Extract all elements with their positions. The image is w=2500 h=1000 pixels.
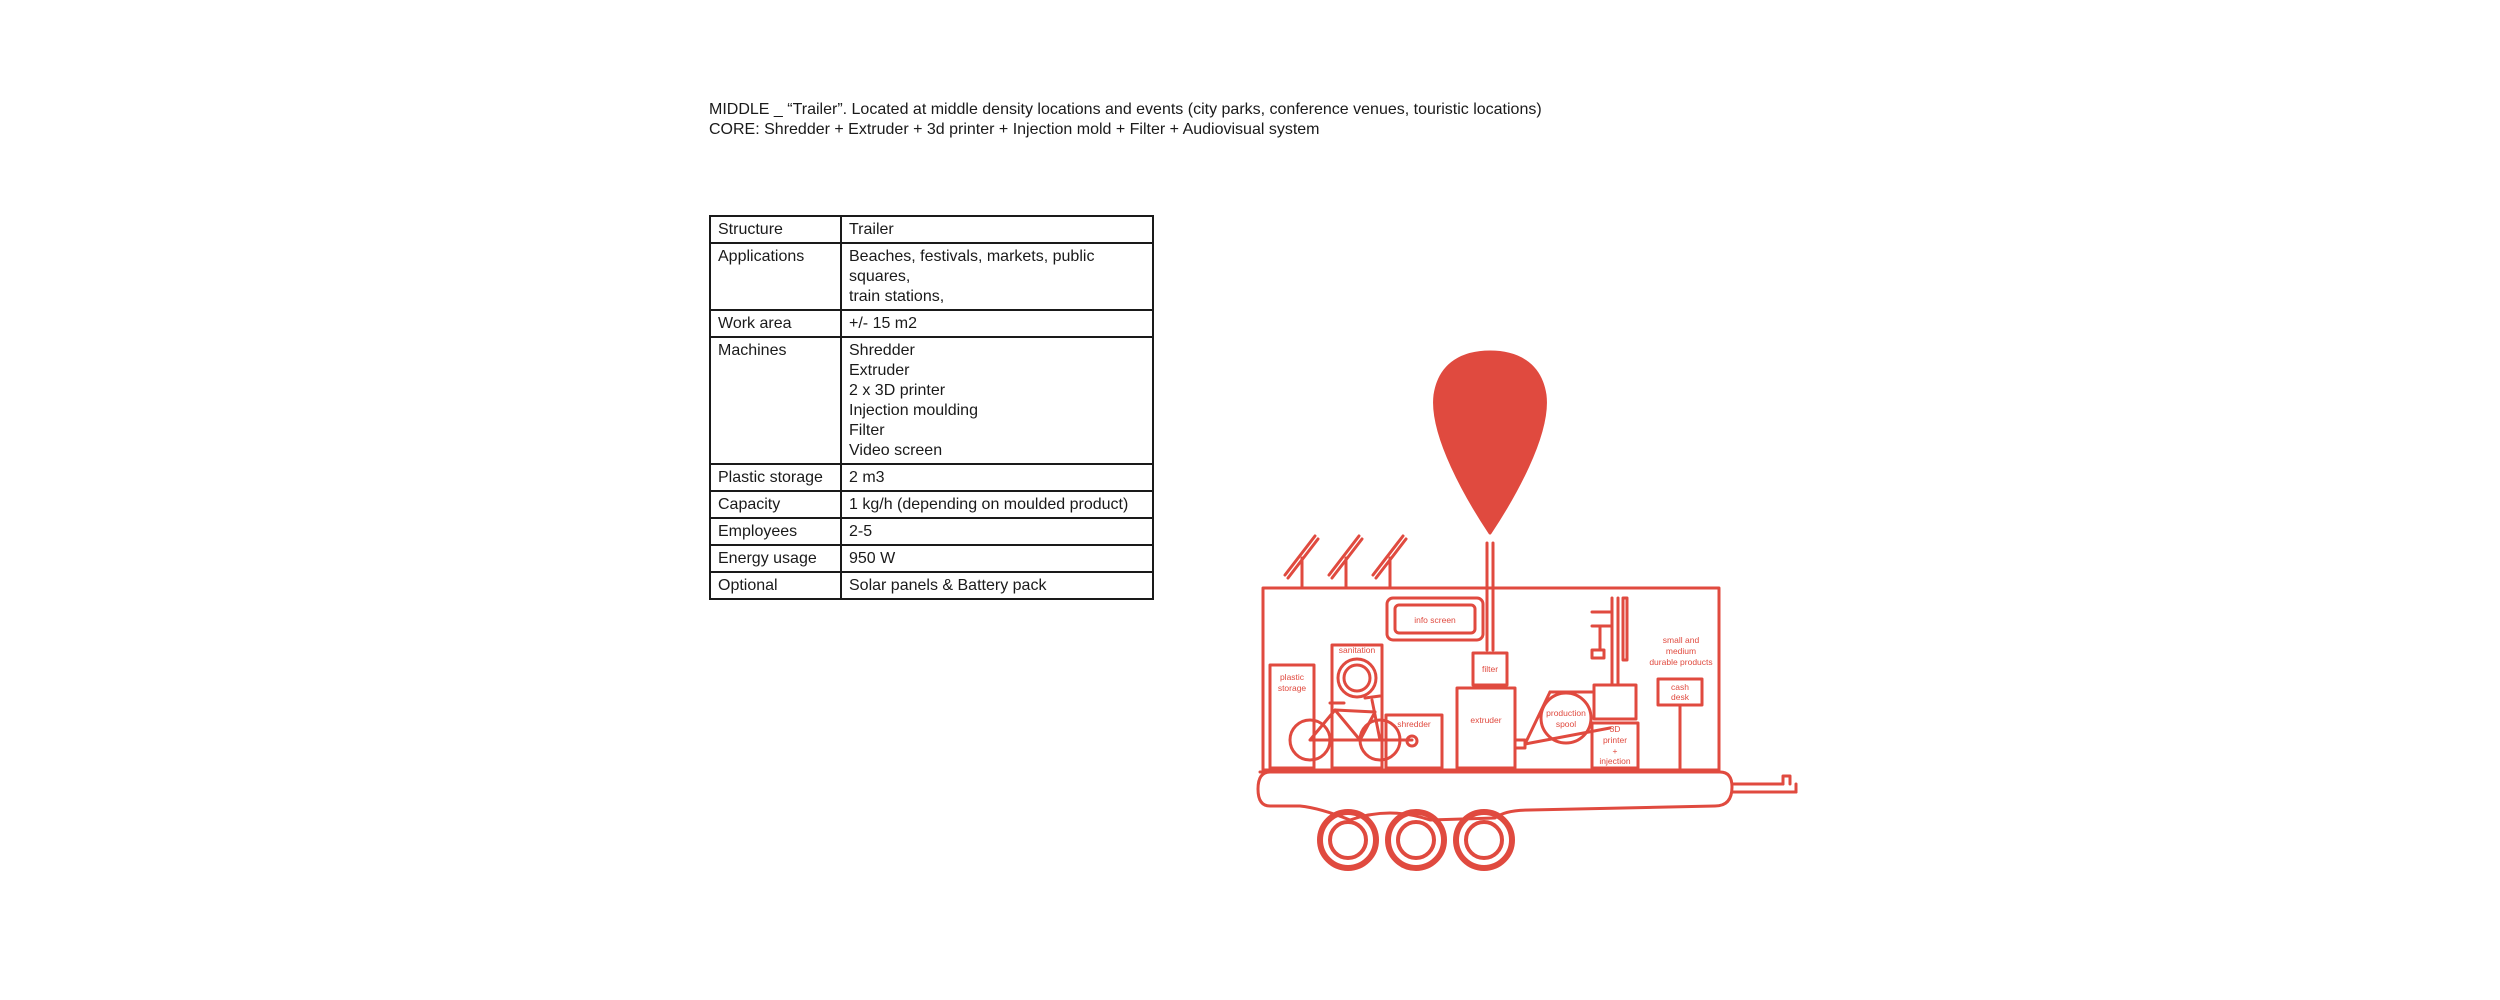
- extruder-icon: [1457, 688, 1525, 768]
- header-line-2: CORE: Shredder + Extruder + 3d printer + Injection mold + Filter + Audiovisual system: [709, 121, 1320, 138]
- table-row: [710, 491, 1153, 518]
- row-value-plastic-storage: 2 m3: [841, 464, 1153, 491]
- balloon-icon: [1435, 352, 1546, 533]
- chimney-icon: [1487, 543, 1493, 650]
- row-key-capacity: Capacity: [710, 491, 841, 518]
- table-row: [710, 464, 1153, 491]
- label-printer-3: +: [1612, 746, 1618, 756]
- label-plastic-2: storage: [1277, 683, 1307, 693]
- row-value-structure: Trailer: [841, 216, 1153, 243]
- row-key-machines: Machines: [710, 337, 841, 464]
- row-value-work-area: +/- 15 m2: [841, 310, 1153, 337]
- row-key-optional: Optional: [710, 572, 841, 599]
- table-row: [710, 572, 1153, 599]
- row-key-energy-usage: Energy usage: [710, 545, 841, 572]
- label-products-2: medium: [1665, 646, 1697, 656]
- label-plastic-1: plastic: [1279, 672, 1305, 682]
- row-value-machines: Shredder Extruder 2 x 3D printer Injection moulding Filter Video screen: [841, 337, 1153, 464]
- label-info-screen: info screen: [1414, 615, 1456, 625]
- spec-table: [709, 215, 1154, 600]
- solar-panels-icon: [1285, 536, 1406, 588]
- label-sanitation: sanitation: [1338, 645, 1376, 655]
- label-products-3: durable products: [1649, 657, 1713, 667]
- row-key-structure: Structure: [710, 216, 841, 243]
- table-row: [710, 243, 1153, 310]
- bicycle-icon: [1290, 696, 1412, 760]
- wheels-icon: [1320, 812, 1512, 868]
- label-filter: filter: [1481, 664, 1499, 674]
- row-value-employees: 2-5: [841, 518, 1153, 545]
- label-cash-1: cash: [1671, 682, 1689, 692]
- label-cash-2: desk: [1671, 692, 1689, 702]
- label-products-1: small and: [1662, 635, 1700, 645]
- row-key-employees: Employees: [710, 518, 841, 545]
- label-shredder: shredder: [1397, 719, 1431, 729]
- hitch-icon: [1732, 776, 1796, 792]
- row-key-applications: Applications: [710, 243, 841, 310]
- label-printer-2: printer: [1602, 735, 1628, 745]
- table-row: [710, 216, 1153, 243]
- table-row: [710, 518, 1153, 545]
- label-printer-4: injection: [1599, 756, 1631, 766]
- row-key-plastic-storage: Plastic storage: [710, 464, 841, 491]
- row-value-energy-usage: 950 W: [841, 545, 1153, 572]
- row-value-optional: Solar panels & Battery pack: [841, 572, 1153, 599]
- row-value-applications: Beaches, festivals, markets, public squares, train stations,: [841, 243, 1153, 310]
- label-production-1: production: [1546, 708, 1586, 718]
- label-production-2: spool: [1555, 719, 1577, 729]
- row-key-work-area: Work area: [710, 310, 841, 337]
- table-row: [710, 310, 1153, 337]
- table-row: [710, 337, 1153, 464]
- table-row: [710, 545, 1153, 572]
- row-value-capacity: 1 kg/h (depending on moulded product): [841, 491, 1153, 518]
- label-printer-1: 3D: [1609, 724, 1621, 734]
- header: [709, 100, 1709, 140]
- label-extruder: extruder: [1470, 715, 1502, 725]
- header-line-1: MIDDLE _ “Trailer”. Located at middle density locations and events (city parks, conference venues, touristic locations): [709, 101, 1542, 118]
- trailer-diagram: [1240, 340, 1820, 880]
